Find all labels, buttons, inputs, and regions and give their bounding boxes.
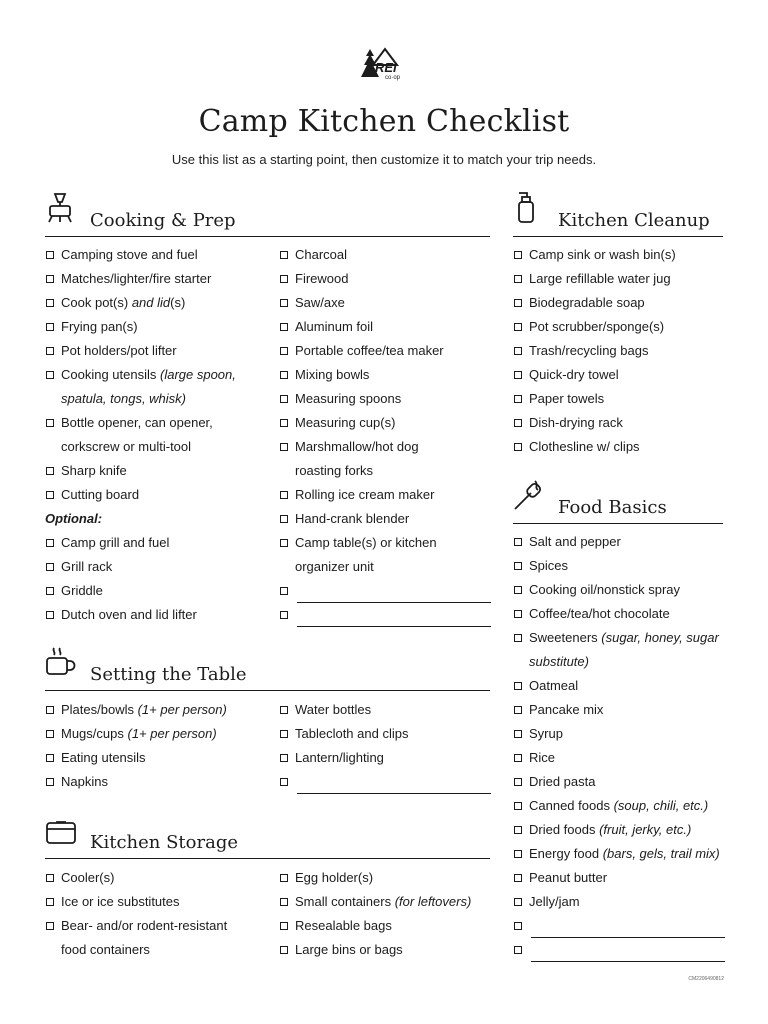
section-cleanup-header (513, 197, 723, 237)
checkbox[interactable] (514, 323, 522, 331)
checklist-item[interactable]: Eating utensils (45, 746, 270, 770)
checklist-item[interactable]: Cook pot(s) and lid(s) (45, 291, 270, 315)
checklist-item[interactable]: Syrup (513, 722, 728, 746)
checkbox[interactable] (46, 347, 54, 355)
section-title: Cooking & Prep (90, 210, 236, 231)
checklist-item[interactable]: Measuring cup(s) (279, 411, 494, 435)
checkbox[interactable] (280, 778, 288, 786)
checklist-item[interactable]: Resealable bags (279, 914, 494, 938)
checkbox[interactable] (46, 323, 54, 331)
checklist-item[interactable]: Camp sink or wash bin(s) (513, 243, 728, 267)
checkbox[interactable] (280, 419, 288, 427)
checkbox[interactable] (280, 706, 288, 714)
checkbox[interactable] (46, 730, 54, 738)
checklist-item[interactable]: Measuring spoons (279, 387, 494, 411)
checkbox[interactable] (46, 611, 54, 619)
checkbox[interactable] (514, 730, 522, 738)
checkbox[interactable] (280, 946, 288, 954)
checkbox[interactable] (514, 946, 522, 954)
checklist-item[interactable]: Coffee/tea/hot chocolate (513, 602, 728, 626)
item-continuation: food containers (61, 942, 150, 957)
checklist-item[interactable]: Matches/lighter/fire starter (45, 267, 270, 291)
checkbox[interactable] (46, 706, 54, 714)
checkbox[interactable] (280, 347, 288, 355)
page-subtitle: Use this list as a starting point, then customize it to match your trip needs. (171, 152, 597, 167)
checklist-item[interactable]: Pot scrubber/sponge(s) (513, 315, 728, 339)
checklist-item[interactable]: Marshmallow/hot dog (279, 435, 494, 459)
checkbox[interactable] (514, 922, 522, 930)
checkbox[interactable] (280, 874, 288, 882)
checklist-item[interactable]: Camp grill and fuel (45, 531, 270, 555)
checkbox[interactable] (280, 515, 288, 523)
checkbox[interactable] (514, 586, 522, 594)
checklist-item[interactable]: Pot holders/pot lifter (45, 339, 270, 363)
checklist-item[interactable]: Biodegradable soap (513, 291, 728, 315)
rei-logo (355, 45, 415, 81)
blank-checklist-item[interactable] (279, 603, 494, 627)
checkbox[interactable] (46, 778, 54, 786)
checklist-item[interactable]: Dried pasta (513, 770, 728, 794)
checkbox[interactable] (46, 299, 54, 307)
checkbox[interactable] (46, 563, 54, 571)
item-continuation: organizer unit (295, 559, 374, 574)
section-title: Kitchen Storage (90, 832, 238, 853)
checkbox[interactable] (280, 323, 288, 331)
checkbox[interactable] (46, 275, 54, 283)
checkbox[interactable] (280, 754, 288, 762)
mug-icon (45, 646, 77, 683)
checkbox[interactable] (514, 371, 522, 379)
checklist-item[interactable]: Spices (513, 554, 728, 578)
section-cooking-header (45, 197, 490, 237)
write-in-line[interactable] (531, 947, 725, 962)
checkbox[interactable] (280, 299, 288, 307)
blank-checklist-item[interactable] (279, 579, 494, 603)
checkbox[interactable] (46, 467, 54, 475)
storage-col2 (279, 866, 494, 962)
marshmallow-fork-icon (513, 479, 545, 516)
checkbox[interactable] (514, 802, 522, 810)
checkbox[interactable] (280, 251, 288, 259)
checkbox[interactable] (514, 299, 522, 307)
svg-text:co·op: co·op (385, 75, 401, 81)
item-continuation: roasting forks (295, 463, 374, 478)
storage-col1 (45, 866, 270, 962)
checkbox[interactable] (46, 539, 54, 547)
svg-text:REI: REI (375, 60, 397, 75)
checkbox[interactable] (46, 898, 54, 906)
checklist-item[interactable]: Water bottles (279, 698, 494, 722)
checkbox[interactable] (514, 275, 522, 283)
checkbox[interactable] (46, 491, 54, 499)
section-table-header (45, 651, 490, 691)
write-in-line[interactable] (531, 923, 725, 938)
checklist-item[interactable]: Dish-drying rack (513, 411, 728, 435)
checkbox[interactable] (514, 706, 522, 714)
checkbox[interactable] (280, 395, 288, 403)
blank-checklist-item[interactable] (513, 938, 728, 962)
checklist-item[interactable]: Cooking oil/nonstick spray (513, 578, 728, 602)
checklist-item[interactable]: Paper towels (513, 387, 728, 411)
checkbox[interactable] (280, 730, 288, 738)
checklist-item[interactable]: Grill rack (45, 555, 270, 579)
item-continuation: substitute) (529, 654, 589, 669)
checklist-item[interactable]: Rice (513, 746, 728, 770)
section-food-header (513, 484, 723, 524)
checklist-item[interactable]: Mixing bowls (279, 363, 494, 387)
checklist-item[interactable]: Salt and pepper (513, 530, 728, 554)
checklist-item[interactable]: Trash/recycling bags (513, 339, 728, 363)
checkbox[interactable] (46, 754, 54, 762)
checklist-item[interactable]: Saw/axe (279, 291, 494, 315)
checkbox[interactable] (514, 778, 522, 786)
checkbox[interactable] (514, 562, 522, 570)
checkbox[interactable] (46, 874, 54, 882)
checkbox[interactable] (46, 371, 54, 379)
checkbox[interactable] (514, 538, 522, 546)
checklist-item[interactable]: Portable coffee/tea maker (279, 339, 494, 363)
checkbox[interactable] (514, 634, 522, 642)
checklist-item[interactable]: Peanut butter (513, 866, 728, 890)
checkbox[interactable] (280, 371, 288, 379)
checklist-item[interactable]: Firewood (279, 267, 494, 291)
checklist-item[interactable]: Large bins or bags (279, 938, 494, 962)
checkbox[interactable] (46, 922, 54, 930)
write-in-line[interactable] (297, 588, 491, 603)
checkbox[interactable] (46, 587, 54, 595)
checklist-item[interactable]: Dutch oven and lid lifter (45, 603, 270, 627)
checkbox[interactable] (514, 251, 522, 259)
checkbox[interactable] (280, 587, 288, 595)
checkbox[interactable] (514, 419, 522, 427)
checklist-item[interactable]: Pancake mix (513, 698, 728, 722)
checklist-item[interactable]: Quick-dry towel (513, 363, 728, 387)
item-continuation: spatula, tongs, whisk) (61, 391, 187, 406)
write-in-line[interactable] (297, 612, 491, 627)
cooking-col1 (45, 243, 270, 627)
checkbox[interactable] (280, 922, 288, 930)
checkbox[interactable] (514, 754, 522, 762)
checklist-item[interactable]: Small containers (for leftovers) (279, 890, 494, 914)
table-col2 (279, 698, 494, 794)
checklist-item[interactable]: Camp table(s) or kitchen (279, 531, 494, 555)
section-divider (45, 236, 490, 238)
checklist-item[interactable]: Bear- and/or rodent-resistant (45, 914, 270, 938)
item-continuation: corkscrew or multi-tool (61, 439, 192, 454)
checkbox[interactable] (514, 898, 522, 906)
checkbox[interactable] (280, 539, 288, 547)
storage-bin-icon (45, 820, 77, 851)
checklist-item[interactable]: Rolling ice cream maker (279, 483, 494, 507)
checkbox[interactable] (514, 395, 522, 403)
checklist-item[interactable]: Sharp knife (45, 459, 270, 483)
section-divider (513, 523, 723, 525)
page-title: Camp Kitchen Checklist (198, 104, 570, 139)
checklist-item[interactable]: Lantern/lighting (279, 746, 494, 770)
checkbox[interactable] (514, 610, 522, 618)
write-in-line[interactable] (297, 779, 491, 794)
section-divider (45, 690, 490, 692)
checkbox[interactable] (280, 275, 288, 283)
checkbox[interactable] (46, 251, 54, 259)
checklist-item[interactable]: Mugs/cups (1+ per person) (45, 722, 270, 746)
checkbox[interactable] (280, 443, 288, 451)
section-title: Food Basics (558, 497, 667, 518)
document-code: CM2206490812 (688, 976, 724, 982)
cooking-col2 (279, 243, 494, 627)
checklist-item[interactable]: Napkins (45, 770, 270, 794)
food-list (513, 530, 728, 962)
checkbox[interactable] (514, 682, 522, 690)
checklist-item[interactable]: Plates/bowls (1+ per person) (45, 698, 270, 722)
checklist-item[interactable]: Large refillable water jug (513, 267, 728, 291)
soap-bottle-icon (513, 190, 539, 229)
section-divider (45, 858, 490, 860)
checkbox[interactable] (280, 491, 288, 499)
section-title: Setting the Table (90, 664, 247, 685)
checkbox[interactable] (514, 874, 522, 882)
checklist-item[interactable]: Sweeteners (sugar, honey, sugar (513, 626, 728, 650)
checklist-item[interactable]: Cooler(s) (45, 866, 270, 890)
optional-label: Optional: (45, 511, 103, 526)
checklist-item[interactable]: Frying pan(s) (45, 315, 270, 339)
table-col1 (45, 698, 270, 794)
section-title: Kitchen Cleanup (558, 210, 710, 231)
checklist-item[interactable]: Griddle (45, 579, 270, 603)
checklist-item[interactable]: Dried foods (fruit, jerky, etc.) (513, 818, 728, 842)
blank-checklist-item[interactable] (513, 914, 728, 938)
checklist-item[interactable]: Jelly/jam (513, 890, 728, 914)
checklist-item[interactable]: Camping stove and fuel (45, 243, 270, 267)
checkbox[interactable] (514, 850, 522, 858)
checklist-item[interactable]: Tablecloth and clips (279, 722, 494, 746)
blank-checklist-item[interactable] (279, 770, 494, 794)
checkbox[interactable] (514, 347, 522, 355)
section-storage-header (45, 819, 490, 859)
checkbox[interactable] (46, 419, 54, 427)
checklist-item[interactable]: Clothesline w/ clips (513, 435, 728, 459)
checkbox[interactable] (514, 443, 522, 451)
checklist-item[interactable]: Ice or ice substitutes (45, 890, 270, 914)
checkbox[interactable] (514, 826, 522, 834)
checklist-item[interactable]: Oatmeal (513, 674, 728, 698)
checklist-item[interactable]: Hand-crank blender (279, 507, 494, 531)
checklist-item[interactable]: Energy food (bars, gels, trail mix) (513, 842, 728, 866)
checklist-item[interactable]: Charcoal (279, 243, 494, 267)
checkbox[interactable] (280, 611, 288, 619)
checklist-item[interactable]: Bottle opener, can opener, (45, 411, 270, 435)
cleanup-list (513, 243, 728, 459)
checklist-item[interactable]: Cooking utensils (large spoon, (45, 363, 270, 387)
camp-stove-icon (45, 192, 75, 229)
checklist-item[interactable]: Aluminum foil (279, 315, 494, 339)
checklist-item[interactable]: Canned foods (soup, chili, etc.) (513, 794, 728, 818)
checklist-item[interactable]: Egg holder(s) (279, 866, 494, 890)
section-divider (513, 236, 723, 238)
checkbox[interactable] (280, 898, 288, 906)
checklist-item[interactable]: Cutting board (45, 483, 270, 507)
